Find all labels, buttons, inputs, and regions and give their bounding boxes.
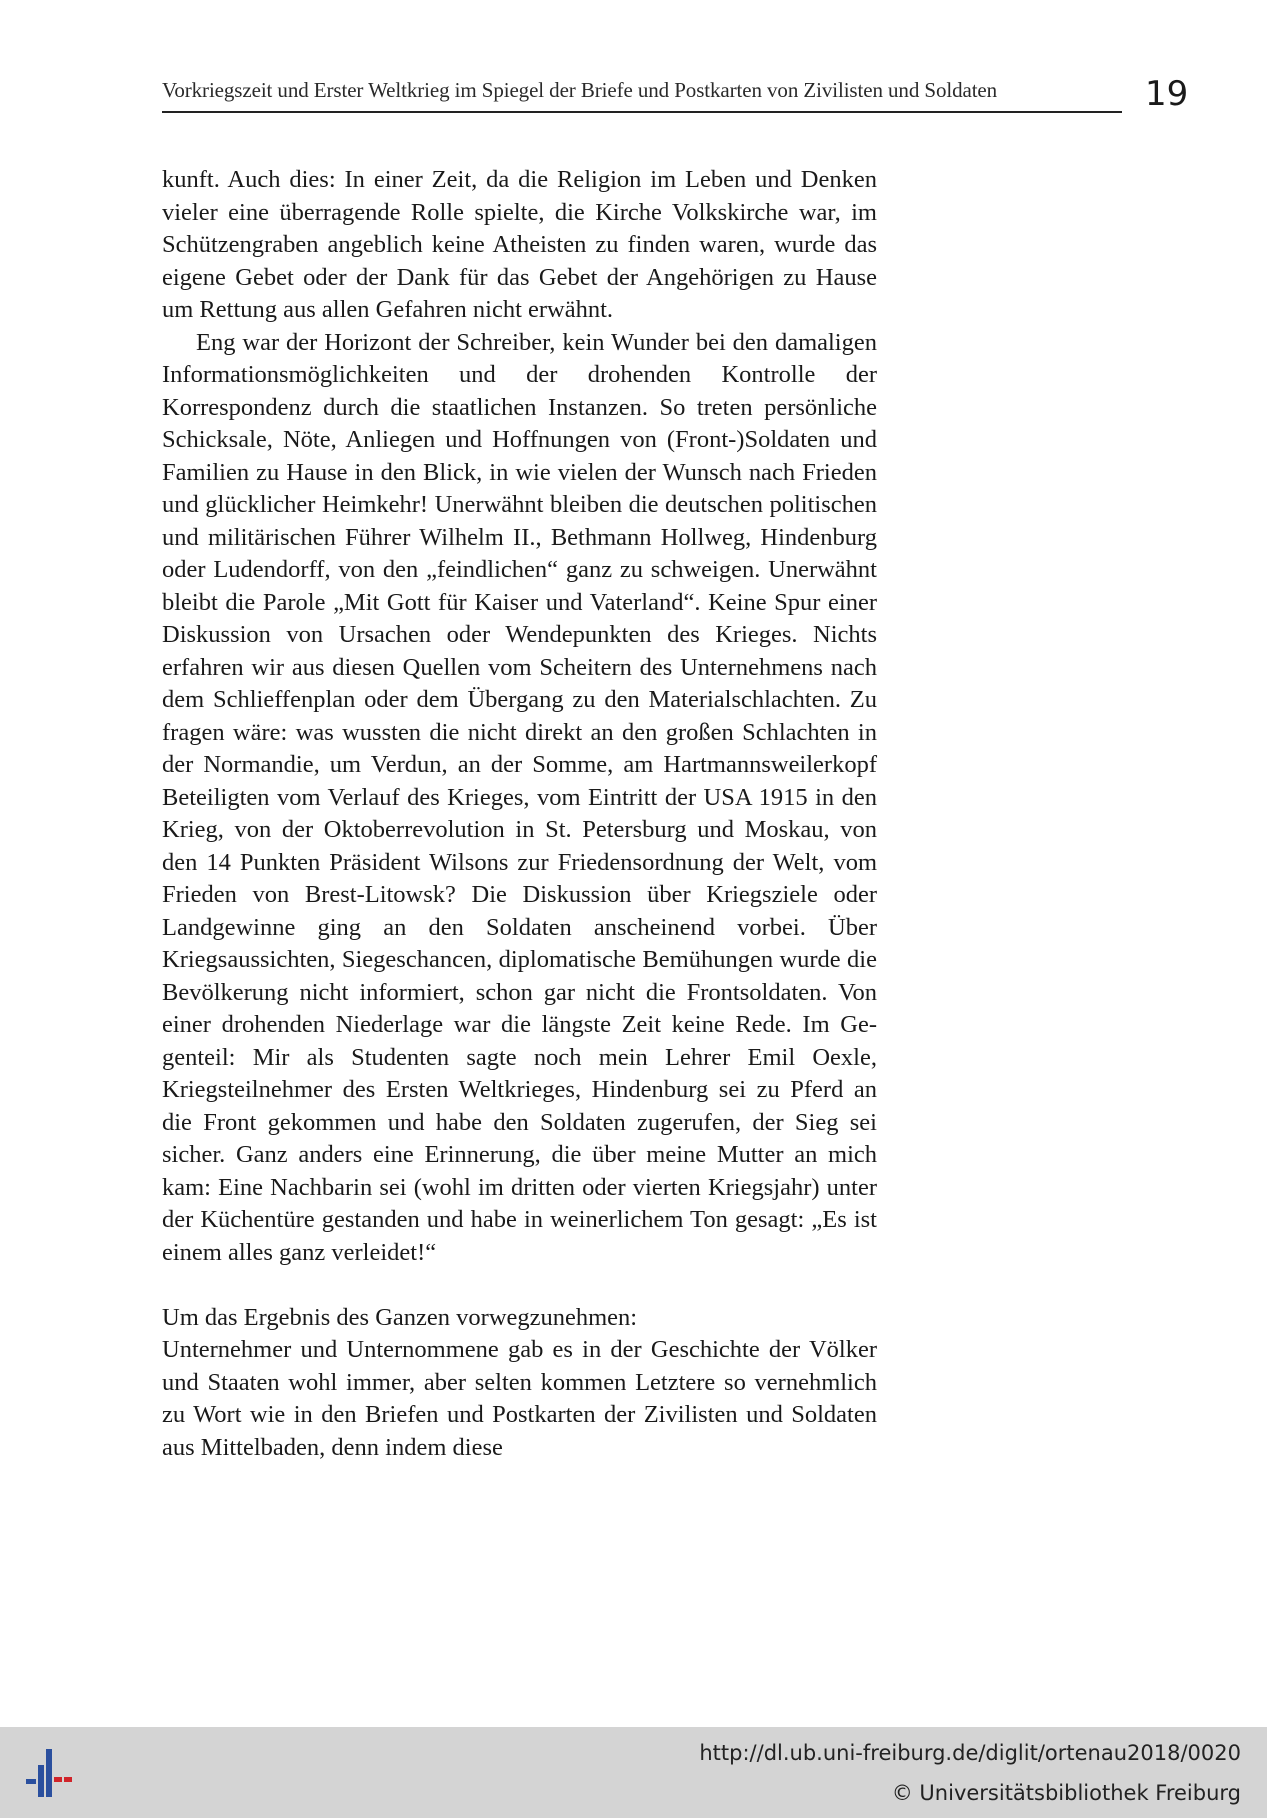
page-number: 19 (1145, 74, 1189, 114)
footer-copyright: © Universitätsbibliothek Freiburg (891, 1781, 1241, 1805)
paragraph: Unternehmer und Unternommene gab es in der Geschichte der Völker und Staaten wohl immer, aber selten kommen Letztere so vernehmlich zu Wort wie in den Briefen und Postkarten der Zivilisten und Soldaten aus Mittelbaden, denn indem diese (162, 1336, 877, 1461)
paragraph: Um das Ergebnis des Ganzen vorwegzunehmen: (162, 1303, 638, 1331)
footer-url-link[interactable]: http://dl.ub.uni-freiburg.de/diglit/ortenau2018/0020 (699, 1741, 1241, 1765)
running-head: Vorkriegszeit und Erster Weltkrieg im Spiegel der Briefe und Postkarten von Zivilisten und Soldaten (162, 78, 998, 102)
footer-bar (0, 1727, 1267, 1818)
ub-freiburg-logo-icon (20, 1741, 80, 1805)
header-rule (162, 111, 1122, 113)
body-text (162, 164, 877, 1464)
paragraph: kunft. Auch dies: In einer Zeit, da die Religion im Leben und Denken vieler eine überragende Rolle spielte, die Kirche Volkskirche war, im Schützengraben angeblich keine Atheisten zu finden waren, wurde das eigene Gebet oder der Dank für das Gebet der Angehörigen zu Hause um Rettung aus allen Gefahren nicht erwähnt. (162, 166, 877, 323)
paragraph: Eng war der Horizont der Schreiber, kein Wunder bei den damaligen Informationsmöglichkeiten und der drohenden Kontrolle der Korrespondenz durch die staatlichen Instanzen. So treten persönliche Schicksale, Nöte, Anliegen und Hoffnungen von (Front-)Soldaten und Familien zu Hause in den Blick, in wie vielen der Wunsch nach Frieden und glücklicher Heimkehr! Unerwähnt bleiben die deutschen politischen und militärischen Führer Wilhelm II., Bethmann Hollweg, Hindenburg oder Ludendorff, von den „feindlichen“ ganz zu schweigen. Unerwähnt bleibt die Parole „Mit Gott für Kaiser und Vaterland“. Keine Spur einer Diskussion von Ursachen oder Wendepunkten des Krieges. Nichts erfahren wir aus diesen Quellen vom Scheitern des Unternehmens nach dem Schlieffenplan oder dem Übergang zu den Materialschlachten. Zu fragen wäre: was wussten die nicht direkt an den großen Schlachten in der Normandie, um Verdun, an der Somme, am Hartmannsweilerkopf Beteiligten vom Verlauf des Krieges, vom Eintritt der USA 1915 in den Krieg, von der Oktoberrevolution in St. Petersburg und Moskau, von den 14 Punkten Präsident Wilsons zur Friedensordnung der Welt, vom Frieden von Brest-Litowsk? Die Diskussion über Kriegsziele oder Landgewinne ging an den Soldaten anscheinend vorbei. Über Kriegsaussichten, Siegeschancen, diplomatische Bemühungen wurde die Bevölkerung nicht informiert, schon gar nicht die Frontsoldaten. Von einer drohenden Niederlage war die längste Zeit keine Rede. Im Gegenteil: Mir als Studenten sagte noch mein Lehrer Emil Oexle, Kriegsteilnehmer des Ersten Weltkrieges, Hindenburg sei zu Pferd an die Front gekommen und habe den Soldaten zugerufen, der Sieg sei sicher. Ganz anders eine Erinnerung, die über meine Mutter an mich kam: Eine Nachbarin sei (wohl im dritten oder vierten Kriegsjahr) unter der Küchentüre gestanden und habe in weinerlichem Ton gesagt: „Es ist einem alles ganz verleidet!“ (162, 328, 877, 1266)
